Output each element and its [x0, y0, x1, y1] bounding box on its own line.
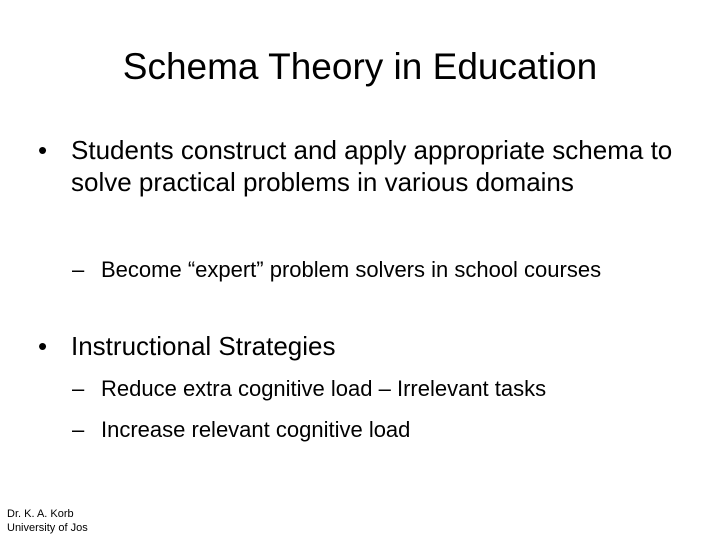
sub-bullet-text: Reduce extra cognitive load – Irrelevant tasks: [101, 376, 547, 401]
slide-title: Schema Theory in Education: [122, 46, 598, 87]
bullet-item: [38, 330, 678, 362]
sub-bullet-item: [72, 255, 652, 285]
sub-bullet-text: Become “expert” problem solvers in school courses: [101, 257, 602, 282]
sub-bullet-marker: –: [72, 257, 85, 282]
author-affiliation: University of Jos: [7, 522, 88, 534]
author-name: Dr. K. A. Korb: [7, 508, 74, 520]
bullet-marker: •: [38, 135, 48, 165]
sub-bullet-text: Increase relevant cognitive load: [101, 417, 411, 442]
sub-bullet-marker: –: [72, 376, 85, 401]
sub-bullet-item: [72, 415, 672, 445]
bullet-marker: •: [38, 331, 48, 361]
author-footer: [7, 507, 88, 535]
bullet-text: Students construct and apply appropriate schema to solve practical problems in various domains: [71, 135, 673, 197]
bullet-item: [38, 134, 678, 198]
bullet-text: Instructional Strategies: [71, 331, 336, 361]
sub-bullet-marker: –: [72, 417, 85, 442]
sub-bullet-item: [72, 374, 672, 404]
